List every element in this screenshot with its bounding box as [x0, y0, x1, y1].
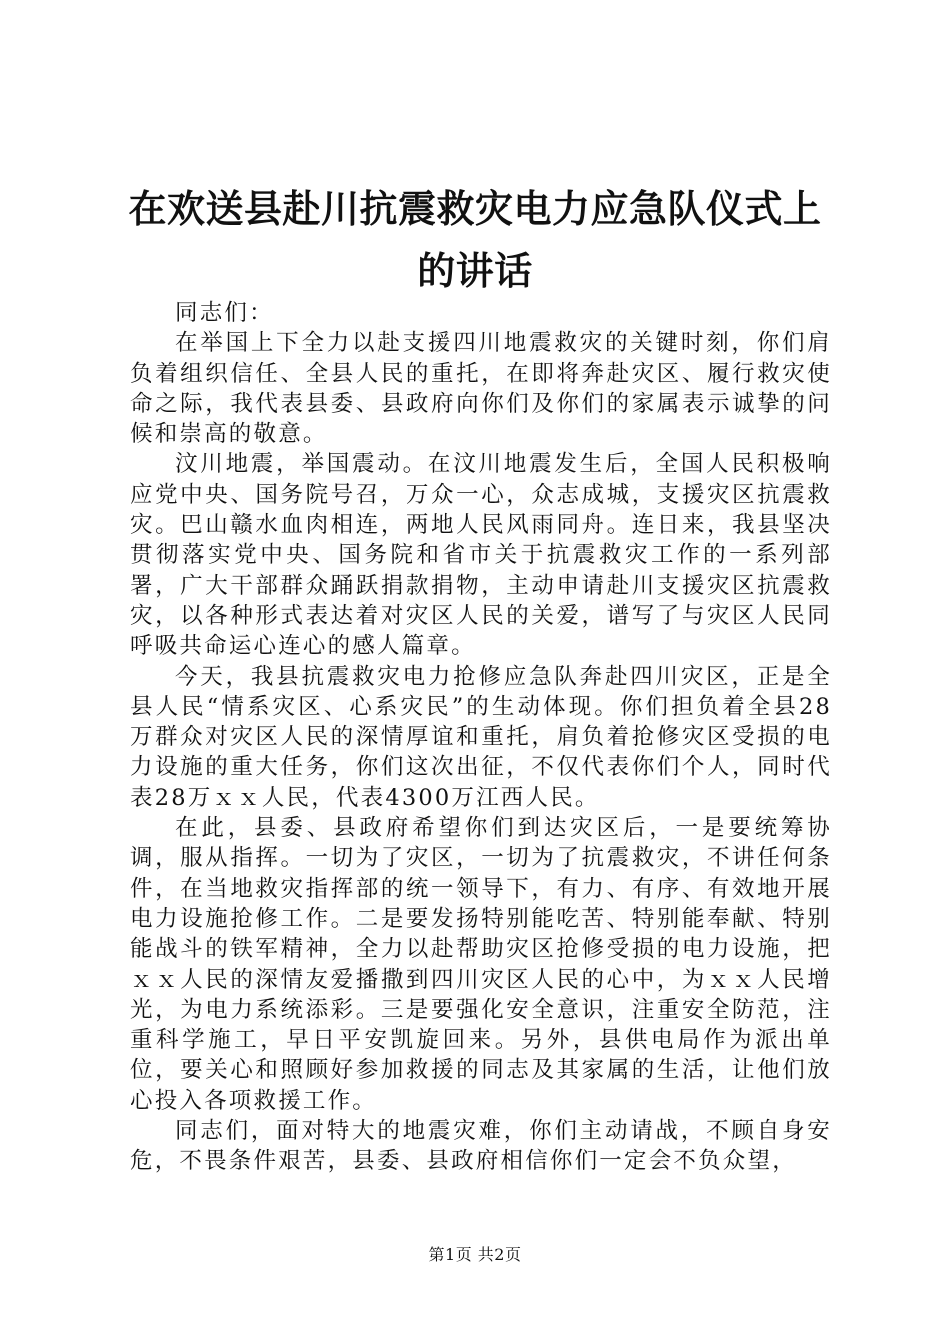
paragraph: 在举国上下全力以赴支援四川地震救灾的关键时刻，你们肩负着组织信任、全县人民的重托，在即将奔赴灾区、履行救灾使命之际，我代表县委、县政府向你们及你们的家属表示诚挚的问候和崇高的敬意。	[130, 330, 832, 448]
document-body	[130, 298, 832, 1177]
paragraph: 在此，县委、县政府希望你们到达灾区后，一是要统筹协调，服从指挥。一切为了灾区，一切为了抗震救灾，不讲任何条件，在当地救灾指挥部的统一领导下，有力、有序、有效地开展电力设施抢修工作。二是要发扬特别能吃苦、特别能奉献、特别能战斗的铁军精神，全力以赴帮助灾区抢修受损的电力设施，把ｘｘ人民的深情友爱播撒到四川灾区人民的心中，为ｘｘ人民增光，为电力系统添彩。三是要强化安全意识，注重安全防范，注重科学施工，早日平安凯旋回来。另外，县供电局作为派出单位，要关心和照顾好参加救援的同志及其家属的生活，让他们放心投入各项救援工作。	[130, 815, 832, 1114]
document-title: 在欢送县赴川抗震救灾电力应急队仪式上的讲话	[128, 186, 822, 293]
paragraph: 今天，我县抗震救灾电力抢修应急队奔赴四川灾区，正是全县人民“情系灾区、心系灾民”的生动体现。你们担负着全县28万群众对灾区人民的深情厚谊和重托，肩负着抢修灾区受损的电力设施的重大任务，你们这次出征，不仅代表你们个人，同时代表28万ｘｘ人民，代表4300万江西人民。	[130, 663, 832, 811]
page-number-footer: 第1页 共2页	[428, 1245, 522, 1264]
paragraph: 汶川地震，举国震动。在汶川地震发生后，全国人民积极响应党中央、国务院号召，万众一心，众志成城，支援灾区抗震救灾。巴山赣水血肉相连，两地人民风雨同舟。连日来，我县坚决贯彻落实党中央、国务院和省市关于抗震救灾工作的一系列部署，广大干部群众踊跃捐款捐物，主动申请赴川支援灾区抗震救灾，以各种形式表达着对灾区人民的关爱，谱写了与灾区人民同呼吸共命运心连心的感人篇章。	[130, 451, 832, 660]
paragraph: 同志们，面对特大的地震灾难，你们主动请战，不顾自身安危，不畏条件艰苦，县委、县政府相信你们一定会不负众望，	[130, 1118, 832, 1175]
salutation: 同志们：	[175, 300, 274, 326]
